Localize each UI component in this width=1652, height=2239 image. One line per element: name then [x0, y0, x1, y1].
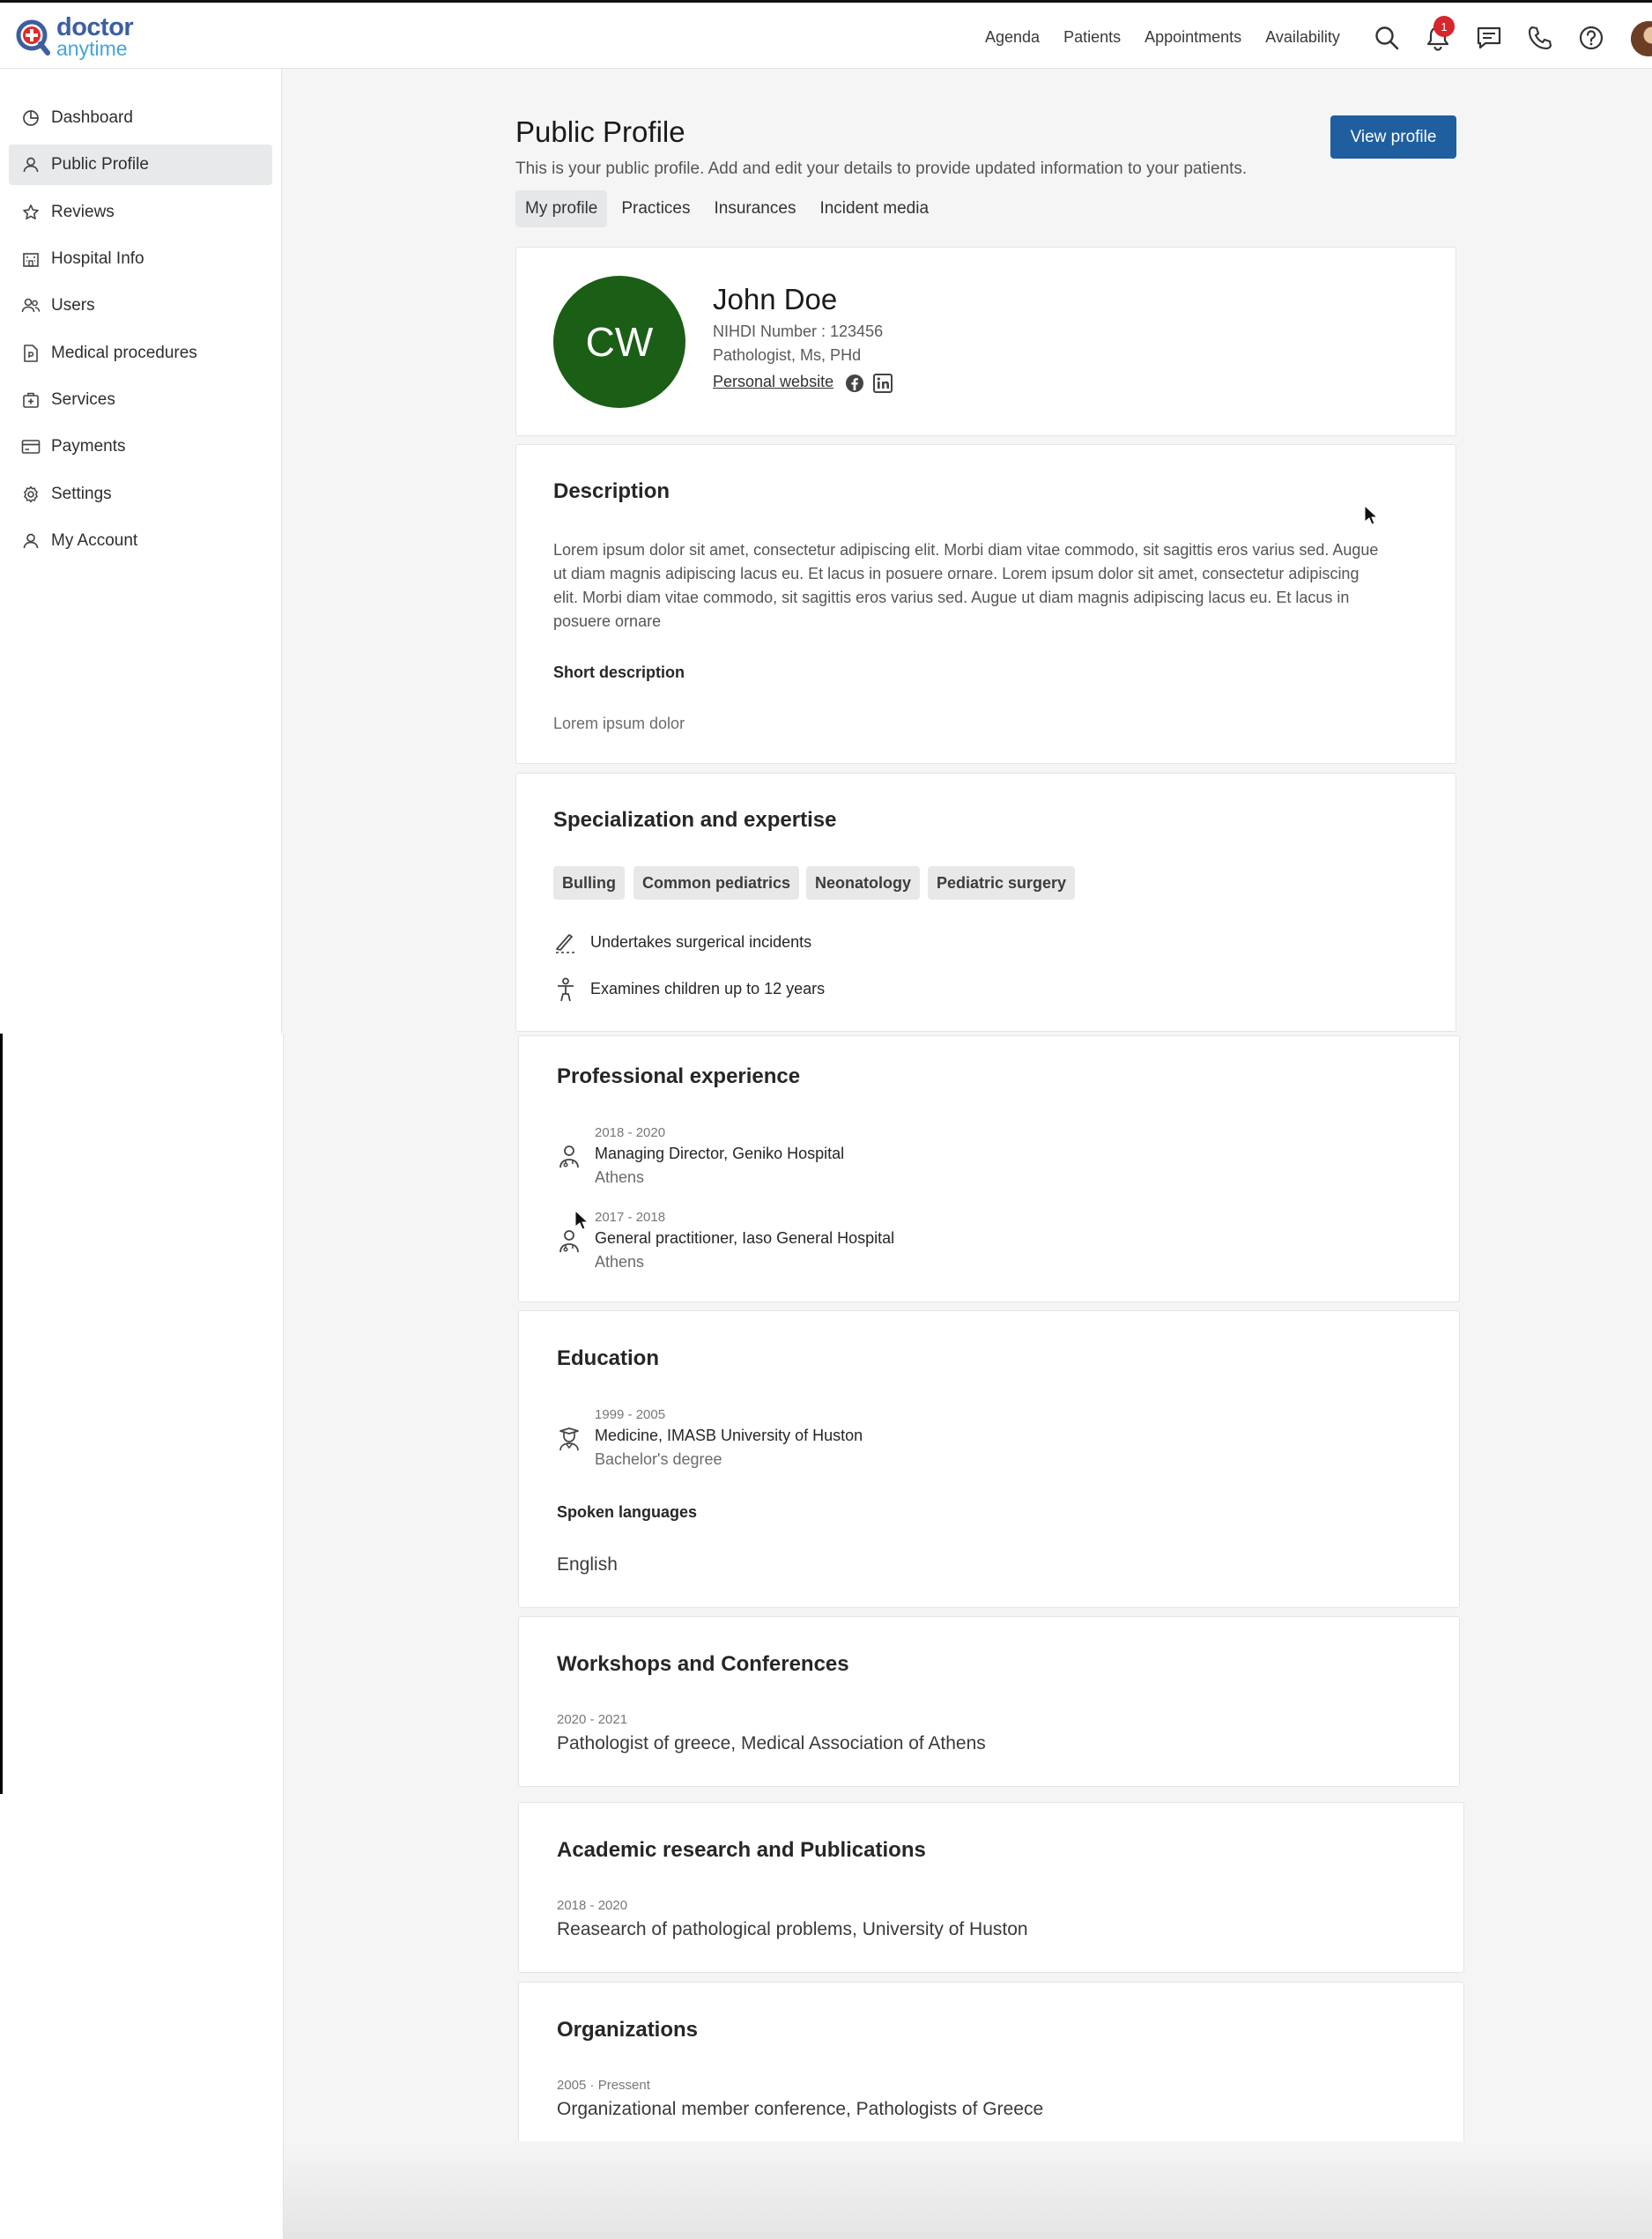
pie-chart-icon	[21, 108, 41, 128]
scalpel-icon	[553, 930, 578, 955]
nav-agenda[interactable]: Agenda	[985, 27, 1041, 46]
organizations-text: Organizational member conference, Pathologists of Greece	[557, 2099, 1044, 2119]
sidebar-item-label: Users	[51, 296, 95, 315]
mouse-cursor-icon	[574, 1210, 590, 1231]
page-bottom	[284, 2141, 1652, 2239]
tab-my-profile[interactable]: My profile	[515, 190, 607, 227]
short-description-text: Lorem ipsum dolor	[553, 715, 685, 732]
doctor-icon	[557, 1145, 582, 1169]
sidebar-item-medical-procedures[interactable]	[9, 333, 272, 374]
sidebar-item-label: My Account	[51, 531, 138, 550]
sidebar-item-label: Public Profile	[51, 155, 149, 174]
specialty-chip: Bulling	[553, 866, 625, 900]
sidebar-item-hospital-info[interactable]	[9, 239, 272, 279]
user-avatar[interactable]	[1631, 21, 1652, 56]
sidebar-item-public-profile[interactable]	[9, 145, 272, 185]
page-title: Public Profile	[515, 115, 685, 148]
sidebar-item-label: Dashboard	[51, 108, 133, 127]
first-aid-kit-icon	[21, 390, 41, 410]
window-edge	[0, 1034, 3, 1794]
education-title: Medicine, IMASB University of Huston	[595, 1427, 863, 1444]
research-years: 2018 - 2020	[557, 1898, 628, 1913]
spoken-languages-heading: Spoken languages	[557, 1503, 698, 1521]
search-icon[interactable]	[1368, 19, 1405, 56]
sidebar-item-label: Payments	[51, 437, 126, 456]
tab-incident-media[interactable]: Incident media	[819, 199, 930, 218]
sidebar-item-label: Reviews	[51, 203, 115, 221]
specialty-chip: Pediatric surgery	[928, 866, 1075, 900]
specialty-chip: Neonatology	[806, 866, 920, 900]
description-line: elit. Morbi diam vitae commodo, sit sagittis eros varius sed. Augue ut diam magnis adipiscing lacus eu. Et lacus in	[553, 589, 1350, 606]
sidebar-item-reviews[interactable]	[9, 192, 272, 233]
sidebar-item-label: Medical procedures	[51, 344, 197, 362]
phone-icon[interactable]	[1522, 19, 1559, 56]
document-icon	[21, 344, 41, 363]
workshops-text: Pathologist of greece, Medical Association of Athens	[557, 1733, 986, 1753]
nihdi-number: NIHDI Number : 123456	[713, 323, 884, 340]
notification-count-badge: 1	[1433, 16, 1455, 37]
user-icon	[21, 155, 41, 174]
experience-years: 2018 - 2020	[595, 1125, 666, 1140]
experience-years: 2017 - 2018	[595, 1210, 666, 1225]
top-navigation	[985, 3, 1364, 71]
profile-tabs	[515, 190, 943, 227]
doctor-name: John Doe	[713, 283, 838, 315]
nav-appointments[interactable]: Appointments	[1145, 27, 1242, 46]
experience-city: Athens	[595, 1168, 645, 1186]
sidebar-item-dashboard[interactable]	[9, 98, 272, 138]
linkedin-icon[interactable]	[873, 374, 893, 393]
child-icon	[553, 977, 578, 1002]
description-line: posuere ornare	[553, 612, 662, 630]
doctor-anytime-logo[interactable]	[16, 15, 133, 59]
user-icon	[21, 531, 41, 551]
experience-city: Athens	[595, 1253, 645, 1271]
credit-card-icon	[21, 437, 41, 456]
personal-website-link[interactable]: Personal website	[713, 373, 834, 390]
help-icon[interactable]	[1573, 19, 1610, 56]
feature-children: Examines children up to 12 years	[590, 980, 826, 997]
research-card	[518, 1802, 1464, 1973]
workshops-years: 2020 - 2021	[557, 1712, 628, 1727]
specialization-heading: Specialization and expertise	[553, 808, 837, 832]
sidebar-item-settings[interactable]	[9, 474, 272, 515]
description-heading: Description	[553, 479, 670, 503]
spoken-languages-value: English	[557, 1554, 618, 1575]
sidebar-item-my-account[interactable]	[9, 521, 272, 561]
doctor-icon	[557, 1229, 582, 1254]
research-heading: Academic research and Publications	[557, 1838, 926, 1862]
research-text: Reasearch of pathological problems, University of Huston	[557, 1919, 1028, 1939]
organizations-heading: Organizations	[557, 2018, 699, 2042]
sidebar-item-users[interactable]	[9, 285, 272, 326]
workshops-card	[518, 1616, 1460, 1787]
experience-title: Managing Director, Geniko Hospital	[595, 1145, 845, 1162]
education-years: 1999 - 2005	[595, 1407, 666, 1422]
bell-icon[interactable]	[1419, 19, 1456, 56]
experience-heading: Professional experience	[557, 1064, 801, 1088]
tab-insurances[interactable]: Insurances	[714, 199, 796, 218]
education-degree: Bachelor's degree	[595, 1450, 722, 1468]
organizations-years: 2005 · Pressent	[557, 2078, 650, 2093]
facebook-icon[interactable]	[845, 374, 864, 393]
mouse-cursor-icon	[1364, 505, 1380, 526]
sidebar-item-label: Settings	[51, 485, 112, 503]
star-icon	[21, 203, 41, 222]
logo-mark-icon	[16, 19, 51, 55]
nav-patients[interactable]: Patients	[1063, 27, 1122, 46]
sidebar-item-label: Services	[51, 390, 115, 409]
description-line: Lorem ipsum dolor sit amet, consectetur adipiscing elit. Morbi diam vitae commodo, sit sagittis eros varius sed. Augue	[553, 541, 1379, 559]
experience-title: General practitioner, Iaso General Hospital	[595, 1229, 895, 1247]
view-profile-button[interactable]: View profile	[1330, 115, 1456, 159]
feature-surgical: Undertakes surgerical incidents	[590, 933, 812, 951]
logo-word-anytime: anytime	[56, 37, 128, 60]
description-line: ut diam magnis adipiscing lacus eu. Et lacus in posuere ornare. Lorem ipsum dolor sit amet, consectetur adipiscing	[553, 565, 1359, 582]
nav-availability[interactable]: Availability	[1265, 27, 1340, 46]
organizations-card	[518, 1982, 1464, 2153]
sidebar-item-services[interactable]	[9, 380, 272, 420]
education-heading: Education	[557, 1346, 660, 1370]
tab-practices[interactable]: Practices	[621, 199, 691, 218]
short-description-heading: Short description	[553, 664, 685, 681]
top-bar	[0, 0, 1652, 69]
page-subtitle: This is your public profile. Add and edit your details to provide updated information to your patients.	[515, 159, 1248, 178]
sidebar-item-payments[interactable]	[9, 426, 272, 467]
chat-icon[interactable]	[1471, 19, 1508, 56]
doctor-avatar: CW	[553, 276, 685, 408]
specialty-chip: Common pediatrics	[633, 866, 799, 900]
workshops-heading: Workshops and Conferences	[557, 1652, 849, 1676]
doctor-titles: Pathologist, Ms, PHd	[713, 346, 862, 364]
building-icon	[21, 249, 41, 269]
top-icons	[1368, 19, 1624, 56]
graduate-icon	[557, 1427, 582, 1451]
logo-word-doctor: doctor	[56, 13, 134, 41]
users-icon	[21, 296, 41, 315]
gear-icon	[21, 485, 41, 504]
sidebar-lower-area	[0, 1034, 284, 2239]
sidebar-item-label: Hospital Info	[51, 249, 144, 268]
